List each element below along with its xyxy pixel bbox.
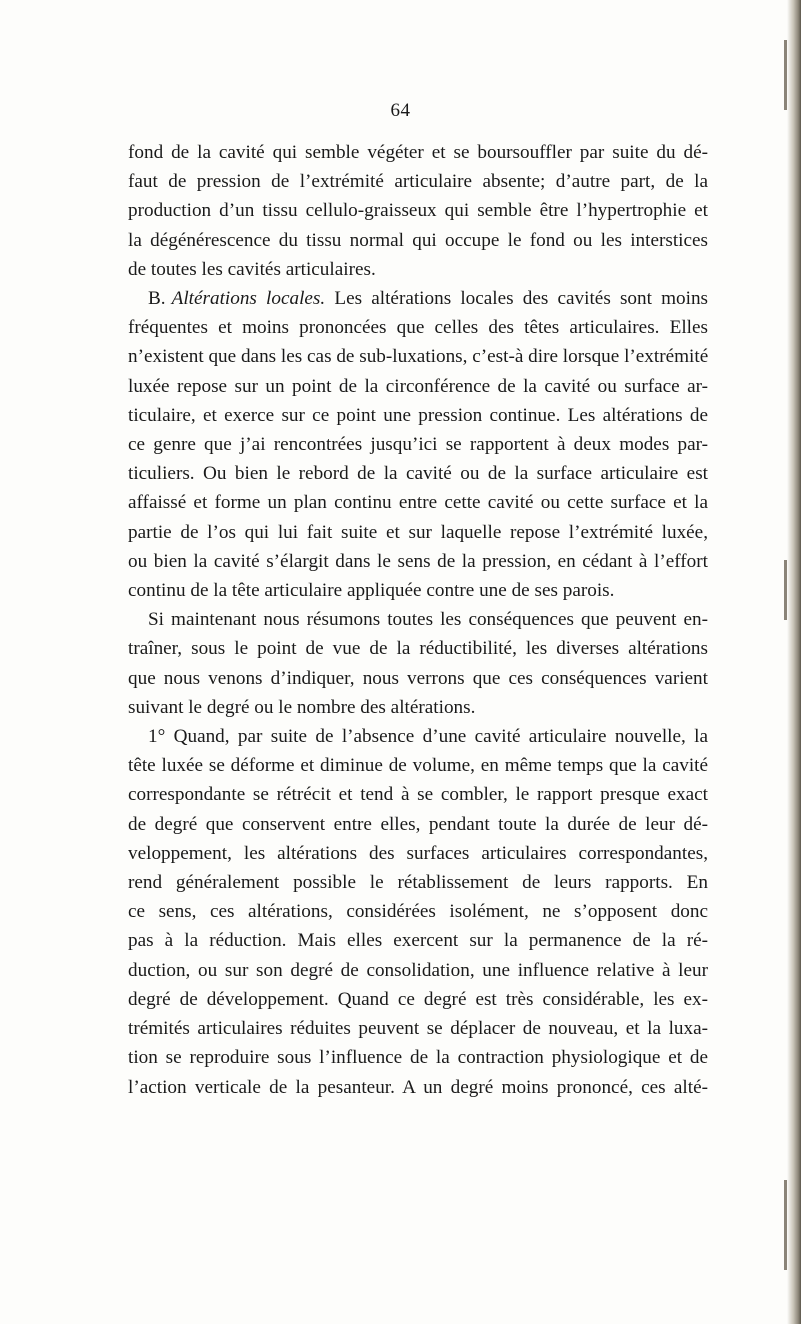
text-line: la dégénérescence du tissu normal qui occupe le fond ou les interstices xyxy=(128,229,708,251)
text-line: fond de la cavité qui semble végéter et se boursouffler par suite du dé- xyxy=(128,142,708,163)
text-line: pas à la réduction. Mais elles exercent sur la permanence de la ré- xyxy=(128,930,708,952)
section-label: B. xyxy=(148,288,166,310)
text-line: duction, ou sur son degré de consolidation, une influence relative à leur xyxy=(128,959,708,981)
text-line: ticulaire, et exerce sur ce point une pression continue. Les altérations de xyxy=(128,404,708,426)
page-number: 64 xyxy=(390,100,411,121)
section-heading: Altérations locales. xyxy=(171,288,326,310)
text-fragment: Les altérations locales des cavités sont moins xyxy=(334,288,709,310)
text-line: fréquentes et moins prononcées que celles des têtes articulaires. Elles xyxy=(128,317,708,339)
text-line: ce sens, ces altérations, considérées isolément, ne s’opposent donc xyxy=(128,901,708,923)
text-line: Si maintenant nous résumons toutes les conséquences que peuvent en- xyxy=(148,609,708,631)
text-line: l’action verticale de la pesanteur. A un degré moins prononcé, ces alté- xyxy=(128,1076,708,1098)
text-line: continu de la tête articulaire appliquée contre une de ses parois. xyxy=(128,580,615,602)
text-line: affaissé et forme un plan continu entre cette cavité ou cette surface et la xyxy=(128,492,708,514)
text-line: de degré que conservent entre elles, pendant toute la durée de leur dé- xyxy=(128,813,708,835)
text-line: degré de développement. Quand ce degré est très considérable, les ex- xyxy=(128,988,708,1010)
page-edge-mark xyxy=(784,560,787,620)
text-line: partie de l’os qui lui fait suite et sur laquelle repose l’extrémité luxée, xyxy=(128,521,708,543)
text-line: suivant le degré ou le nombre des altérations. xyxy=(128,696,476,718)
page-edge-mark xyxy=(784,40,787,110)
text-line: ce genre que j’ai rencontrées jusqu’ici se rapportent à deux modes par- xyxy=(128,434,708,456)
text-line: n’existent que dans les cas de sub-luxations, c’est-à dire lorsque l’extrémité xyxy=(128,346,709,368)
section-b-first-line xyxy=(128,284,708,313)
text-line: veloppement, les altérations des surfaces articulaires correspondantes, xyxy=(128,842,708,864)
text-line: trémités articulaires réduites peuvent se déplacer de nouveau, et la luxa- xyxy=(128,1018,708,1040)
text-line: tête luxée se déforme et diminue de volume, en même temps que la cavité xyxy=(128,755,708,777)
text-line: ticuliers. Ou bien le rebord de la cavité ou de la surface articulaire est xyxy=(128,463,708,485)
text-line: ou bien la cavité s’élargit dans le sens de la pression, en cédant à l’effort xyxy=(128,550,708,572)
text-line: que nous venons d’indiquer, nous verrons que ces conséquences varient xyxy=(128,667,708,689)
text-line: tion se reproduire sous l’influence de la contraction physiologique et de xyxy=(128,1047,708,1069)
text-line: production d’un tissu cellulo-graisseux qui semble être l’hypertrophie et xyxy=(128,200,708,222)
text-line: correspondante se rétrécit et tend à se combler, le rapport presque exact xyxy=(128,784,708,806)
text-line: rend généralement possible le rétablissement de leurs rapports. En xyxy=(128,872,708,894)
page-edge-shadow xyxy=(787,0,801,1324)
text-line: luxée repose sur un point de la circonférence de la cavité ou surface ar- xyxy=(128,375,708,397)
page-edge-mark xyxy=(784,1180,787,1270)
body-text xyxy=(128,138,708,1102)
text-line: faut de pression de l’extrémité articulaire absente; d’autre part, de la xyxy=(128,171,708,193)
text-line: de toutes les cavités articulaires. xyxy=(128,258,376,280)
text-line: 1° Quand, par suite de l’absence d’une cavité articulaire nouvelle, la xyxy=(148,726,708,748)
text-line: traîner, sous le point de vue de la réductibilité, les diverses altérations xyxy=(128,638,708,660)
